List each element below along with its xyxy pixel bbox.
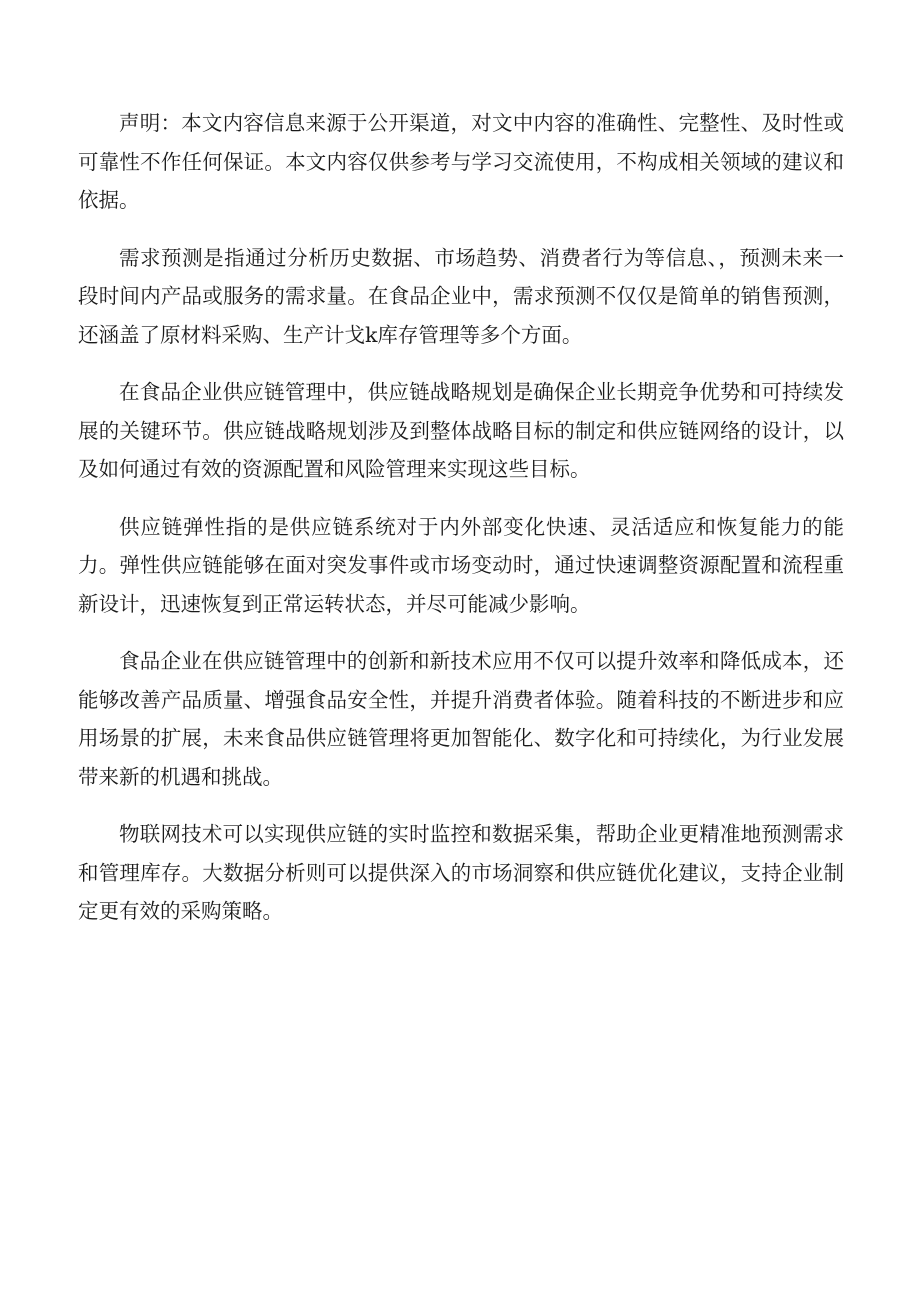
paragraph-disclaimer: 声明：本文内容信息来源于公开渠道，对文中内容的准确性、完整性、及时性或可靠性不作任何保证。本文内容仅供参考与学习交流使用，不构成相关领域的建议和依据。 bbox=[78, 111, 844, 212]
paragraph-innovation: 食品企业在供应链管理中的创新和新技术应用不仅可以提升效率和降低成本，还能够改善产品质量、增强食品安全性，并提升消费者体验。随着科技的不断进步和应用场景的扩展，未来食品供应链管理将更加智能化、数字化和可持续化，为行业发展带来新的机遇和挑战。 bbox=[78, 649, 844, 789]
paragraph-strategy-planning: 在食品企业供应链管理中，供应链战略规划是确保企业长期竞争优势和可持续发展的关键环节。供应链战略规划涉及到整体战略目标的制定和供应链网络的设计，以及如何通过有效的资源配置和风险管理来实现这些目标。 bbox=[78, 380, 844, 481]
paragraph-demand-forecast: 需求预测是指通过分析历史数据、市场趋势、消费者行为等信息、，预测未来一段时间内产品或服务的需求量。在食品企业中，需求预测不仅仅是简单的销售预测，还涵盖了原材料采购、生产计戈k库存管理等多个方面。 bbox=[78, 245, 844, 347]
document-body bbox=[78, 104, 844, 950]
paragraph-supply-chain-resilience: 供应链弹性指的是供应链系统对于内外部变化快速、灵活适应和恢复能力的能力。弹性供应链能够在面对突发事件或市场变动时，通过快速调整资源配置和流程重新设计，迅速恢复到正常运转状态，并尽可能减少影响。 bbox=[78, 514, 844, 616]
paragraph-iot-big-data: 物联网技术可以实现供应链的实时监控和数据采集，帮助企业更精准地预测需求和管理库存。大数据分析则可以提供深入的市场洞察和供应链优化建议，支持企业制定更有效的采购策略。 bbox=[78, 822, 844, 923]
